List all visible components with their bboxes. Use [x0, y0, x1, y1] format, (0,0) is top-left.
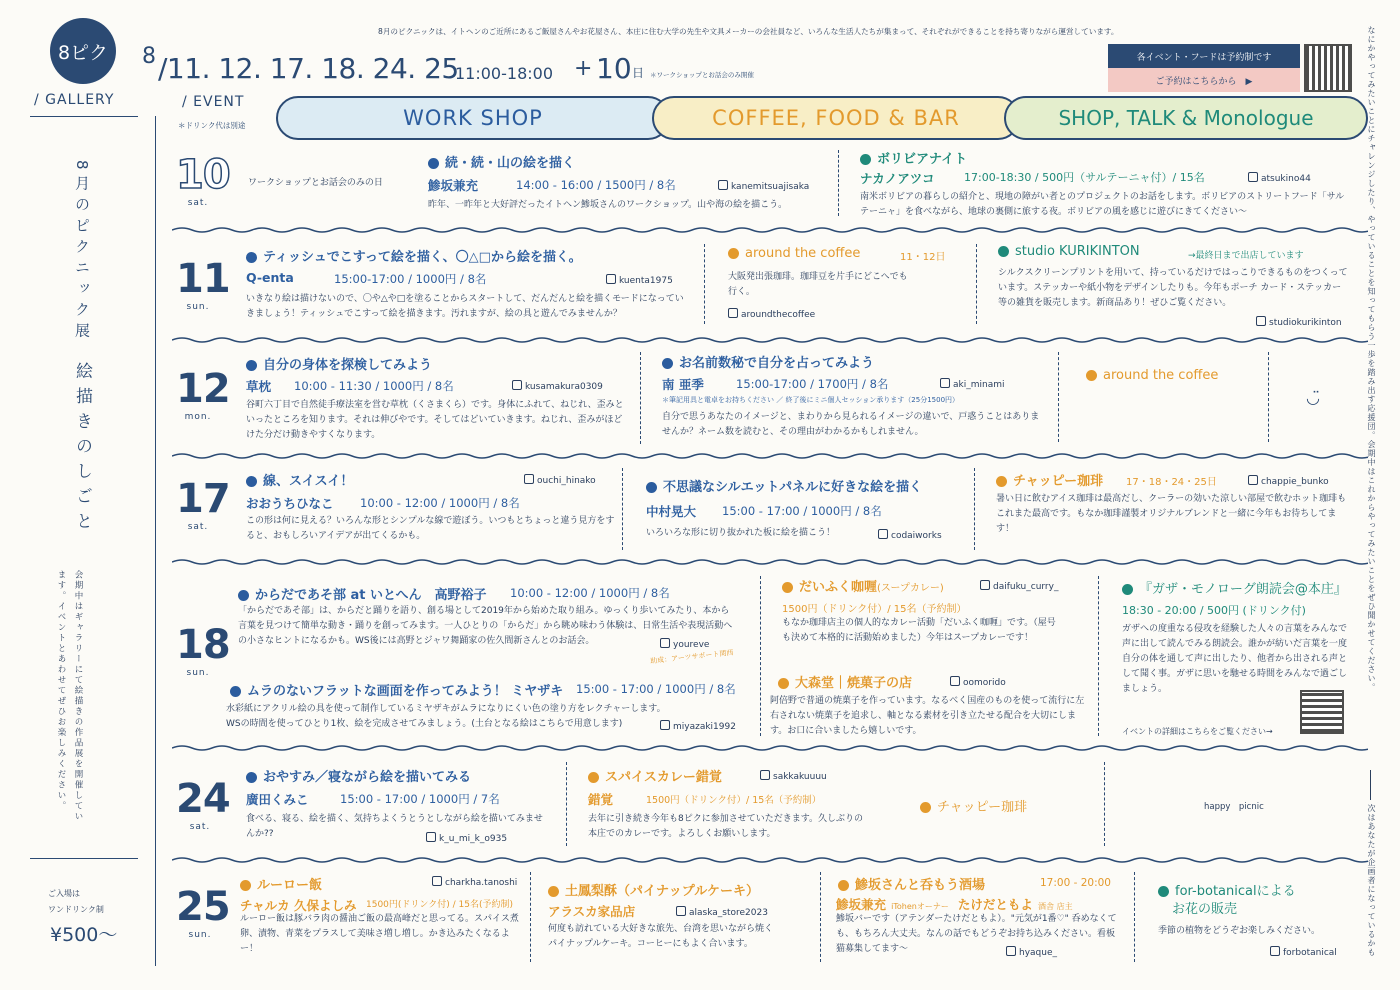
d12-ws2-detail: 15:00-17:00 / 1700円 / 8名 — [736, 377, 889, 391]
dates-prefix: 8 — [142, 44, 156, 69]
d25-shop-title: for-botanicalによる — [1158, 880, 1296, 899]
d12-ws2-ig[interactable]: aki_minami — [940, 378, 1004, 390]
right-vertical-text: なにかやってみたいことにチャレンジしたり、やっていることを知ってもらう一歩を踏み出す応援団。会期中はこれからやってみたいことをぜひ聞かせてください。 — [1367, 26, 1376, 692]
d24-shop-text: happy picnic — [1204, 802, 1264, 812]
row-divider — [172, 226, 1368, 234]
instagram-icon — [718, 180, 728, 190]
d12-ws-detail: 10:00 - 11:30 / 1000円 / 8名 — [294, 379, 454, 393]
d24-food1-desc: 去年に引き続き今年も8ピクに参加させていただきます。久しぶりの本庄でのカレーです。よろしくお願いします。 — [588, 814, 864, 839]
day-12 — [176, 366, 230, 422]
d25-shop-ig[interactable]: forbotanical — [1270, 946, 1337, 958]
day-number: 10 — [176, 152, 230, 198]
d18-ws-ig[interactable]: youreve — [660, 638, 709, 650]
d12-ws2-title: お名前数秘で自分を占ってみよう — [662, 352, 874, 371]
d18-food2-title: 大森堂｜焼菓子の店 — [778, 672, 912, 691]
instagram-icon — [1270, 946, 1280, 956]
day-11 — [176, 256, 230, 312]
day-weekday: sat. — [189, 822, 211, 832]
d25-food2-host: アラスカ家品店 — [548, 904, 636, 919]
d11-food-ig[interactable]: aroundthecoffee — [728, 308, 815, 320]
tab-food-label: COFFEE, FOOD & BAR — [712, 106, 960, 130]
instagram-icon — [660, 638, 670, 648]
instagram-icon — [878, 529, 888, 539]
d12-ws-host: 草枕 — [246, 379, 272, 394]
d25-food1-title: ルーロー飯 — [240, 874, 322, 893]
d12-ws-title: 自分の身体を探検してみよう — [246, 354, 432, 373]
d11-ws-ig[interactable]: kuenta1975 — [606, 274, 673, 286]
d10-ws-desc: 昨年、一昨年と大好評だったイトヘン鯵坂さんのワークショップ。山や海の絵を描こう。 — [428, 200, 788, 210]
d12-ws2-desc: 自分で思うあなたのイメージと、まわりから見られるイメージの違いで、戸惑うことはありませんか？ネーム数を読むと、その理由がわかるかもしれません。 — [662, 412, 1040, 437]
d17-ws-desc: この形は何に見える？いろんな形とシンプルな線で遊ぼう。いつもとちょっと違う見方をすると、おもしろいアイデアが出てくるかも。 — [246, 516, 615, 541]
tab-shop-label: SHOP, TALK & Monologue — [1058, 106, 1314, 130]
d24-food1-ig[interactable]: sakkakuuuu — [760, 770, 827, 782]
instagram-icon — [950, 676, 960, 686]
d25-food2-desc: 何度も訪れている大好きな旅先、台湾を思いながら焼くパイナップルケーキ。コーヒーにもよく合います。 — [548, 924, 774, 949]
reserve-title: 各イベント・フードは予約制です — [1108, 44, 1300, 68]
extra-day-note: ＊ワークショップとお話会のみ開催 — [650, 71, 754, 79]
row-divider — [172, 744, 1368, 752]
d18-food1-detail: 1500円（ドリンク付）/ 15名（予約制） — [782, 604, 967, 615]
d18-talk-desc: ガザへの度重なる侵攻を経験した人々の言葉をみんなで声に出して読んでみる朗読会。誰かが紡いだ言葉を一度自分の体を通して声に出したり、他者から出される声として聞く事。ガザに思いを馳せる時間をみんなで過ごしましょう。 — [1122, 624, 1348, 694]
day-number: 24 — [176, 776, 230, 822]
day-weekday: sat. — [187, 522, 209, 532]
logo-text: 8ピク — [57, 41, 109, 64]
d18-talk-link[interactable]: イベントの詳細はこちらをご覧ください→ — [1122, 727, 1273, 736]
day-17 — [176, 476, 230, 532]
tab-food — [652, 96, 1020, 140]
day-number: 17 — [176, 476, 230, 522]
d24-food2-title: チャッピー珈琲 — [920, 796, 1027, 815]
event-time: 11:00-18:00 — [455, 64, 553, 83]
d10-talk-title: ボリビアナイト — [860, 148, 967, 167]
d17-ws-title: 線、スイスイ！ — [246, 470, 353, 489]
d17-ws2-desc: いろいろな形に切り抜かれた板に絵を描こう！ — [646, 528, 836, 538]
d17-food-ig[interactable]: chappie_bunko — [1248, 475, 1329, 487]
instagram-icon — [760, 770, 770, 780]
d12-ws2-host: 南 亜季 — [662, 377, 704, 392]
d25-bar-desc: 鯵坂バーです（アテンダーたけだともよ）。"元気が1番♡" 呑めなくても、もちろん大丈夫。なんの話でもどうぞお持ち込みください。看板猫募集してます〜 — [836, 914, 1117, 954]
d25-food2-ig[interactable]: alaska_store2023 — [676, 906, 768, 918]
d17-ws-detail: 10:00 - 12:00 / 1000円 / 8名 — [360, 496, 520, 510]
d24-ws-title: おやすみ／寝ながら絵を描いてみる — [246, 766, 471, 785]
day-weekday: sun. — [188, 930, 212, 940]
instagram-icon — [432, 876, 442, 886]
instagram-icon — [660, 720, 670, 730]
d11-ws-detail: 15:00-17:00 / 1000円 / 8名 — [334, 272, 487, 286]
day-weekday: sun. — [186, 302, 210, 312]
instagram-icon — [512, 380, 522, 390]
d18-ws-title: からだであそ部 at いとへん 高野裕子 — [238, 584, 487, 603]
d18-food1-ig[interactable]: daifuku_curry_ — [980, 580, 1058, 592]
instagram-icon — [524, 474, 534, 484]
d18-food1-desc: もなか珈琲店主の個人的なカレー活動「だいふく咖喱」です。（屋号も決めて本格的に活動始めました）今年はスープカレーです！ — [782, 618, 1056, 643]
d10-ws-host: 鯵坂兼充 — [428, 178, 479, 193]
day-10 — [176, 152, 230, 208]
d17-ws2-host: 中村晃大 — [646, 504, 697, 519]
d17-ws-host: おおうちひなこ — [246, 496, 334, 511]
d12-food-title: around the coffee — [1086, 368, 1218, 383]
d18-ws-support: 助成：アーツサポート関西 — [649, 648, 734, 666]
exhibition-subtitle: 絵描きのしごと — [72, 362, 92, 537]
d24-food1-title: スパイスカレー錯覚 — [588, 766, 722, 785]
instagram-icon — [676, 906, 686, 916]
instagram-icon — [940, 378, 950, 388]
d24-ws-detail: 15:00 - 17:00 / 1000円 / 7名 — [340, 792, 500, 806]
d10-ws-detail: 14:00 - 16:00 / 1500円 / 8名 — [516, 178, 676, 192]
d25-bar-ig[interactable]: hyaque_ — [1006, 946, 1057, 958]
d18-food2-ig[interactable]: oomorido — [950, 676, 1006, 688]
d10-talk-detail: 17:00-18:30 / 500円（サルテーニャ付）/ 15名 — [964, 171, 1205, 184]
d10-ws-ig[interactable]: kanemitsuajisaka — [718, 180, 809, 192]
reserve-box — [1108, 44, 1300, 92]
day-24 — [176, 776, 230, 832]
d11-food-days: 11・12日 — [900, 252, 946, 263]
plus-sign: + — [574, 56, 593, 81]
d25-bar-time: 17:00 - 20:00 — [1040, 877, 1111, 889]
intro-text: 8月のピクニックは、イトヘンのご近所にあるご飯屋さんやお花屋さん、本庄に住む大学の先生や文具メーカーの会社員など、いろんな生活人たちが集まって、それぞれができることを持ち寄りながら運営しています。 — [378, 27, 1119, 36]
d10-ws-title: 続・続・山の絵を描く — [428, 152, 575, 171]
d25-food1-desc: ルーロー飯は豚バラ肉の醤油ご飯の最高峰だと思ってる。スパイス煮卵、漬物、青菜をプラスして美味さ増し増し。かき込みたくなるよー！ — [240, 914, 519, 954]
d17-food-desc: 暑い日に飲むアイス珈琲は最高だし、クーラーの効いた涼しい部屋で飲むホット珈琲もこれまた最高です。もなか珈琲謹製オリジナルブレンドと一緒に今年もお待ちしてます！ — [996, 494, 1347, 534]
exhibition-title: 8月のピクニック展 — [73, 160, 91, 344]
instagram-icon — [1256, 316, 1266, 326]
d11-shop-note: →最終日まで出店しています — [1188, 251, 1304, 261]
d25-bar-hosts: 鯵坂兼充 iTohenオーナー たけだともよ 酒舎 店主 — [836, 897, 1073, 912]
row-divider — [172, 336, 1368, 344]
d18-ws-detail: 10:00 - 12:00 / 1000円 / 8名 — [510, 586, 670, 600]
d18-talk-detail: 18:30 - 20:00 / 500円 (ドリンク付) — [1122, 604, 1306, 617]
d11-shop-ig[interactable]: studiokurikinton — [1256, 316, 1342, 328]
instagram-icon — [606, 274, 616, 284]
d11-food-title: around the coffee — [728, 246, 860, 261]
d11-food-desc: 大阪発出張珈琲。珈琲豆を片手にどこへでも行く。 — [728, 272, 908, 297]
qr-code-gaza[interactable] — [1300, 690, 1344, 734]
day-number: 25 — [176, 884, 230, 930]
d18-food1-title: だいふく咖喱(スープカレー) — [782, 576, 944, 595]
d18-ws-desc: 「からだであそ部」は、からだと踊りを語り、創る場として2019年から始めた取り組み。ゆっくり歩いてみたり、本から言葉を見つけて簡単な動き・踊りを創ってみます。一人ひとりの「からだ」から眺め味わう体験は、日常生活や表現活動への小さなヒントになるかも。WS後には高野とジャワ舞踊家の佐久間新さんとのお話会。 — [238, 606, 733, 646]
d25-shop-desc: 季節の植物をどうぞお楽しみください。 — [1158, 926, 1321, 936]
d17-food-days: 17・18・24・25日 — [1126, 477, 1217, 488]
right-vertical-text-2: 次はあなたが企画者になっているかも — [1367, 804, 1376, 957]
row-divider — [172, 856, 1368, 864]
d25-food1-ig[interactable]: charkha.tanoshi — [432, 876, 517, 888]
instagram-icon — [980, 580, 990, 590]
entry-price: ¥500～ — [50, 924, 118, 946]
d17-ws2-detail: 15:00 - 17:00 / 1000円 / 8名 — [722, 504, 882, 518]
day-number: 12 — [176, 366, 230, 412]
event-label: / EVENT — [182, 94, 245, 110]
extra-day-suffix: 日 — [632, 66, 645, 80]
day-25 — [176, 884, 230, 940]
tab-workshop — [276, 96, 670, 140]
d25-food1-detail: 1500円(ドリンク付) / 15名(予約制) — [366, 900, 513, 910]
smile-face: ◡̈ — [1306, 388, 1320, 407]
d18-ws2-ig[interactable]: miyazaki1992 — [660, 720, 736, 732]
day-weekday: mon. — [184, 412, 212, 422]
entry-label-1: ご入場は — [48, 889, 80, 898]
instagram-icon — [426, 832, 436, 842]
d11-ws-host: Q-enta — [246, 270, 294, 285]
d25-shop-title-2: お花の販売 — [1172, 902, 1238, 917]
d24-food1-detail: 1500円（ドリンク付）/ 15名（予約制） — [646, 795, 822, 806]
d17-ws2-title: 不思議なシルエットパネルに好きな絵を描く — [646, 476, 922, 495]
event-dates: /11. 12. 17. 18. 24. 25 — [158, 52, 459, 85]
instagram-icon — [1006, 946, 1016, 956]
d17-ws-ig[interactable]: ouchi_hinako — [524, 474, 596, 486]
logo-circle — [50, 18, 116, 84]
day-weekday: sun. — [186, 668, 210, 678]
d24-ws-host: 廣田くみこ — [246, 792, 309, 807]
entry-label-2: ワンドリンク制 — [48, 905, 104, 914]
gallery-label: / GALLERY — [34, 92, 115, 108]
d11-shop-title: studio KURIKINTON — [998, 244, 1140, 259]
d25-food1-host: チャルカ 久保よしみ — [240, 898, 357, 913]
tab-shop — [1004, 96, 1368, 140]
day-number: 18 — [176, 622, 230, 668]
day-weekday: sat. — [187, 198, 209, 208]
row-divider — [172, 452, 1368, 460]
d18-ws2-desc: 水彩紙にアクリル絵の具を使って制作しているミヤザキがムラになりにくい色の塗り方をレクチャーします。WSの時間を使ってひとり1枚、絵を完成させてみましょう。(土台となる絵はこちらで用意します) — [226, 704, 666, 729]
d10-talk-host: ナカノアツコ — [860, 171, 935, 186]
reserve-button[interactable]: ご予約はこちらから ▶ — [1108, 68, 1300, 92]
d24-food1-host: 錯覚 — [588, 792, 614, 807]
d12-ws-ig[interactable]: kusamakura0309 — [512, 380, 603, 392]
tab-workshop-label: WORK SHOP — [403, 106, 543, 130]
d10-talk-desc: 南米ボリビアの暮らしの紹介と、現地の障がい者とのプロジェクトのお話をします。ボリビアのストリートフード「サルテーニャ」を食べながら、地球の裏側に旅する夜。ボリビアの風を感じに遊びにきてください〜 — [860, 192, 1345, 217]
instagram-icon — [1248, 172, 1258, 182]
instagram-icon — [728, 308, 738, 318]
d18-ws2-detail: 15:00 - 17:00 / 1000円 / 8名 — [576, 682, 736, 696]
row-divider — [172, 558, 1368, 566]
d24-ws-desc: 食べる、寝る、絵を描く、気持ちよくうとうとしながら絵を描いてみませんか?? — [246, 814, 543, 839]
d11-ws-title: ティッシュでこすって絵を描く、〇△□から絵を描く。 — [246, 246, 582, 265]
d12-ws2-note: ＊筆記用具と電卓をお持ちください ／ 終了後にミニ個人セッション承ります（25分1500円） — [662, 396, 960, 404]
left-note: 会期中はギャラリーにて絵描きの作品展を開催しています。イベントとあわせてぜひお楽しみください。 — [56, 570, 83, 822]
d11-ws-desc: いきなり絵は描けないので、〇や△や□を塗ることからスタートして、だんだんと絵を描くモードになっていきましょう！ティッシュでこすって絵を描きます。汚れますが、絵の具と遊んでみませんか？ — [246, 294, 684, 319]
d17-ws2-ig[interactable]: codaiworks — [878, 529, 942, 541]
d25-food2-title: 土鳳梨酥（パイナップルケーキ） — [548, 880, 759, 899]
day10-note: ワークショップとお話会のみの日 — [248, 178, 383, 188]
d18-ws2-title: ムラのないフラットな画面を作ってみよう！ ミヤザキ — [230, 680, 563, 699]
day-number: 11 — [176, 256, 230, 302]
d10-talk-ig[interactable]: atsukino44 — [1248, 172, 1311, 184]
d12-ws-desc: 谷町六丁目で自然徒手療法室を営む草枕（くさまくら）です。身体にふれて、ねじれ、歪みといったところを知ります。それは伸びやです。そしてはどいていきます。ねじれ、歪みがほどけた分だけ動きやすくなります。 — [246, 400, 624, 440]
d18-talk-title: 『ガザ・モノローグ朗読会@本庄』 — [1122, 578, 1347, 597]
instagram-icon — [1248, 475, 1258, 485]
extra-day: 10 — [596, 52, 632, 85]
day-18 — [176, 622, 230, 678]
drink-note: ＊ドリンク代は別途 — [178, 121, 246, 130]
d25-bar-title: 鯵坂さんと呑もう酒場 — [838, 874, 985, 893]
d11-shop-desc: シルクスクリーンプリントを用いて、持っているだけではっこりできるものをつくっています。ステッカーや紙小物をデザインしたりも。今年もポーチ カード・ステッカー等の雑貨を販売します。新商品あり！ぜひご覧ください。 — [998, 268, 1348, 308]
d24-ws-ig[interactable]: k_u_mi_k_o935 — [426, 832, 507, 844]
d18-food2-desc: 阿倍野で普通の焼菓子を作っています。なるべく国産のものを使って流行に左右されない焼菓子を追求し、軸となる素材を引き立たせる配合を大切にします。お口に合いましたら嬉しいです。 — [770, 696, 1085, 736]
d17-food-title: チャッピー珈琲 — [996, 470, 1103, 489]
qr-code-reserve[interactable] — [1304, 44, 1352, 92]
